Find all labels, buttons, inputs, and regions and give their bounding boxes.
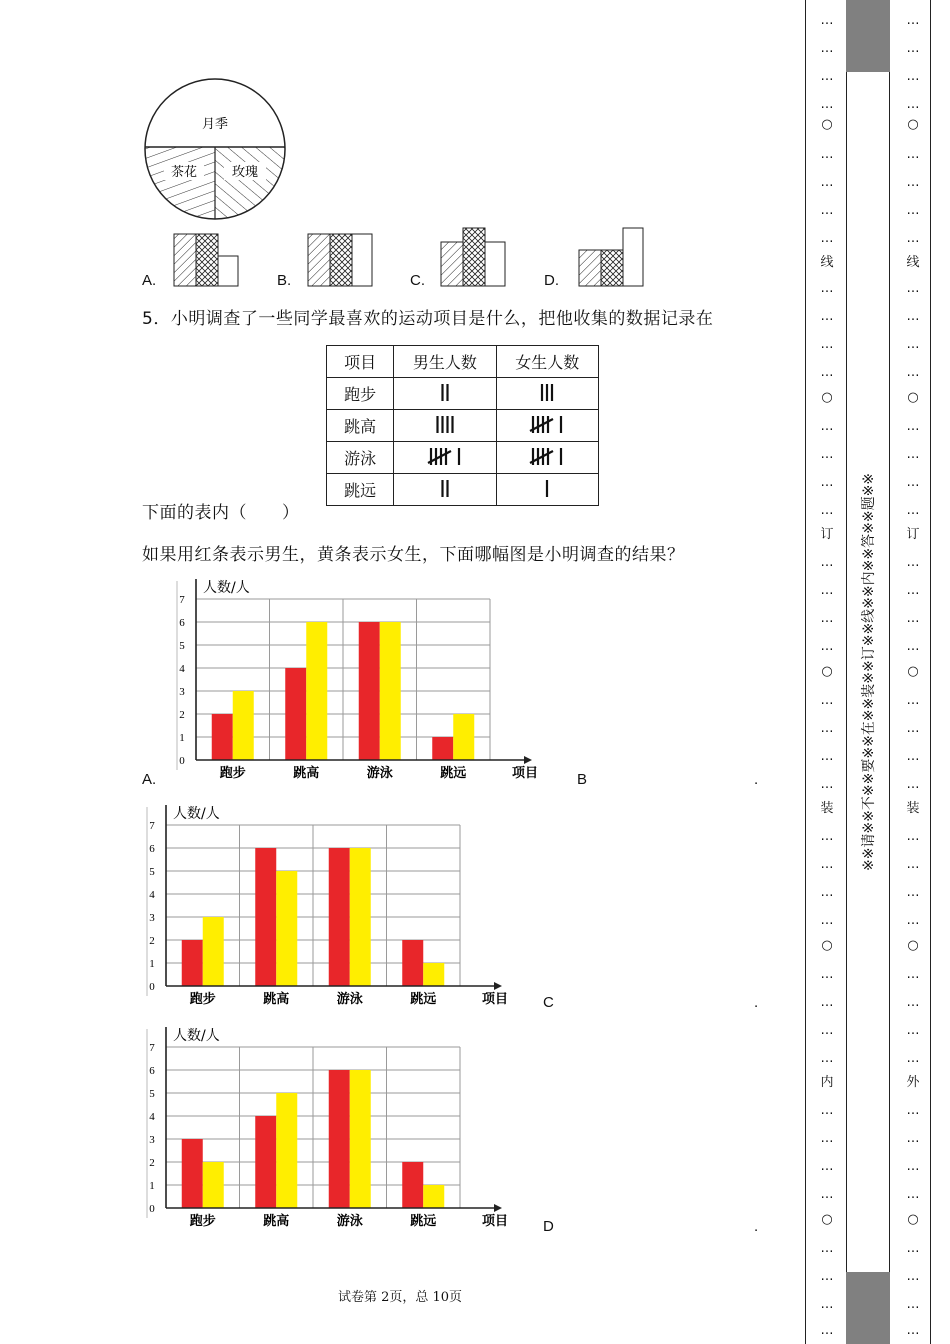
binder-grey-top — [846, 0, 890, 72]
y-tick-label: 0 — [149, 981, 155, 993]
y-tick-label: 5 — [149, 866, 155, 878]
bar-boys — [182, 940, 203, 986]
bar-boys — [329, 1070, 350, 1208]
circle-mark: ○ — [821, 117, 833, 132]
table-cell-item: 跑步 — [327, 378, 394, 410]
y-tick-label: 6 — [149, 843, 155, 855]
q4-option-d-figure[interactable] — [577, 226, 647, 288]
q4-option-a-figure[interactable] — [172, 232, 242, 288]
x-tick-label: 游泳 — [366, 766, 393, 781]
option-d-label[interactable]: D — [543, 1218, 554, 1235]
y-tick-label: 7 — [149, 820, 155, 832]
q5-stem-text: 小明调查了一些同学最喜欢的运动项目是什么，把他收集的数据记录在 — [170, 309, 714, 329]
table-header: 项目 — [327, 346, 394, 378]
table-header-row — [327, 346, 599, 378]
circle-mark: ○ — [907, 664, 919, 679]
q4-option-b-label[interactable]: B. — [277, 272, 292, 289]
tally-mark — [415, 412, 475, 436]
bar-girls — [350, 1070, 371, 1208]
binder-column-inner: … … … … ○ … … … … 线 … … … … ○ … … … … 订 … … … … ○ … … … … 装 … … … … ○ … … … … 内 … … … … ○ … … … … — [818, 0, 836, 1344]
x-tick-label: 跳高 — [263, 1214, 290, 1229]
bar-boys — [285, 668, 306, 760]
q5-tally-table — [326, 345, 599, 506]
bar-boys — [255, 1116, 276, 1208]
chart-option-a[interactable] — [168, 574, 538, 788]
tally-girls — [496, 410, 598, 442]
q5-stem — [142, 304, 713, 329]
y-tick-label: 5 — [149, 1088, 155, 1100]
bar-boys — [402, 940, 423, 986]
tally-girls — [496, 474, 598, 506]
tally-mark — [415, 380, 475, 404]
option-c-label[interactable]: C — [543, 994, 554, 1011]
bar-boys — [402, 1162, 423, 1208]
x-tick-label: 游泳 — [336, 1214, 363, 1229]
pie-label-left: 茶花 — [170, 165, 198, 180]
y-tick-label: 4 — [179, 663, 185, 675]
x-tick-label: 游泳 — [336, 992, 363, 1007]
option-a-label[interactable]: A. — [142, 771, 157, 788]
tally-boys — [394, 474, 496, 506]
circle-mark: ○ — [821, 938, 833, 953]
y-tick-label: 2 — [149, 935, 155, 947]
bar-girls — [350, 848, 371, 986]
bar-girls — [423, 963, 444, 986]
bar-girls — [453, 714, 474, 760]
bar-boys — [255, 848, 276, 986]
x-axis-arrow — [524, 756, 532, 764]
bar-girls — [423, 1185, 444, 1208]
y-tick-label: 2 — [149, 1157, 155, 1169]
tally-boys — [394, 442, 496, 474]
option-b-label[interactable]: B — [577, 771, 588, 788]
circle-mark: ○ — [821, 664, 833, 679]
table-cell-item: 跳远 — [327, 474, 394, 506]
q4-option-d-label[interactable]: D. — [544, 272, 559, 289]
binder-char: 装 — [906, 801, 920, 816]
y-tick-label: 5 — [179, 640, 185, 652]
bar-girls — [380, 622, 401, 760]
tally-girls — [496, 442, 598, 474]
y-tick-label: 0 — [149, 1203, 155, 1215]
binder-char: 线 — [820, 255, 834, 270]
circle-mark: ○ — [821, 390, 833, 405]
circle-mark: ○ — [907, 1212, 919, 1227]
circle-mark: ○ — [907, 938, 919, 953]
option-b-dot: . — [754, 771, 759, 788]
circle-mark: ○ — [907, 117, 919, 132]
binder-notice — [846, 72, 890, 1272]
y-tick-label: 6 — [149, 1065, 155, 1077]
table-row — [327, 410, 599, 442]
table-row — [327, 474, 599, 506]
bar-boys — [329, 848, 350, 986]
q5-question: 如果用红条表示男生，黄条表示女生，下面哪幅图是小明调查的结果？ — [142, 545, 685, 565]
table-cell-item: 游泳 — [327, 442, 394, 474]
x-tick-label: 跳远 — [440, 766, 467, 781]
circle-mark: ○ — [821, 1212, 833, 1227]
option-c-dot: . — [754, 994, 759, 1011]
y-axis-label: 人数/人 — [173, 1028, 220, 1044]
y-tick-label: 1 — [149, 1180, 155, 1192]
x-axis-arrow — [494, 982, 502, 990]
binder-grey-bottom — [846, 1272, 890, 1344]
pie-label-top: 月季 — [201, 117, 229, 132]
tally-mark — [415, 444, 475, 468]
q4-pie-chart — [140, 74, 290, 224]
page-footer: 试卷第 2页，总 10页 — [337, 1290, 463, 1305]
x-tick-label: 跳高 — [293, 766, 320, 781]
y-tick-label: 3 — [179, 686, 185, 698]
tally-boys — [394, 410, 496, 442]
x-tick-label: 跑步 — [189, 1214, 216, 1229]
bar-boys — [212, 714, 233, 760]
bar-boys — [182, 1139, 203, 1208]
y-tick-label: 4 — [149, 889, 155, 901]
binder-column-outer: … … … … ○ … … … … 线 … … … … ○ … … … … 订 … … … … ○ … … … … 装 … … … … ○ … … … … 外 … … … … ○ … … … … — [904, 0, 922, 1344]
table-cell-item: 跳高 — [327, 410, 394, 442]
x-tick-label: 跑步 — [189, 992, 216, 1007]
bar-girls — [203, 1162, 224, 1208]
x-axis-arrow — [494, 1204, 502, 1212]
q5-number: 5． — [142, 309, 171, 329]
x-tick-label: 跳远 — [410, 992, 437, 1007]
x-tick-label: 跳远 — [410, 1214, 437, 1229]
table-header: 男生人数 — [394, 346, 496, 378]
option-d-dot: . — [754, 1218, 759, 1235]
y-tick-label: 3 — [149, 1134, 155, 1146]
y-tick-label: 0 — [179, 755, 185, 767]
y-axis-label: 人数/人 — [173, 806, 220, 822]
binder-notice-text: ※※请※※不※※要※※在※※装※※订※※线※※内※※答※※题※※ — [861, 472, 877, 872]
bar-boys — [432, 737, 453, 760]
binder-char: 外 — [906, 1075, 920, 1090]
tally-mark — [517, 380, 577, 404]
bar-girls — [233, 691, 254, 760]
bar-girls — [203, 917, 224, 986]
binder-char: 装 — [820, 801, 834, 816]
y-tick-label: 7 — [179, 594, 185, 606]
binder-char: 内 — [820, 1075, 834, 1090]
q4-option-c-label[interactable]: C. — [410, 272, 425, 289]
bar-boys — [359, 622, 380, 760]
table-row — [327, 442, 599, 474]
chart-option-b[interactable] — [138, 800, 508, 1014]
tally-mark — [517, 476, 577, 500]
x-tick-label: 跑步 — [219, 766, 246, 781]
y-tick-label: 3 — [149, 912, 155, 924]
x-axis-label: 项目 — [482, 1214, 508, 1229]
pie-label-right: 玫瑰 — [231, 165, 259, 180]
q4-option-a-label[interactable]: A. — [142, 272, 157, 289]
y-tick-label: 2 — [179, 709, 185, 721]
table-row — [327, 378, 599, 410]
y-axis-label: 人数/人 — [203, 580, 250, 596]
x-axis-label: 项目 — [482, 992, 508, 1007]
bar-girls — [276, 1093, 297, 1208]
table-header: 女生人数 — [496, 346, 598, 378]
binder-char: 线 — [906, 255, 920, 270]
y-tick-label: 7 — [149, 1042, 155, 1054]
bar-girls — [306, 622, 327, 760]
y-tick-label: 1 — [179, 732, 185, 744]
tally-mark — [517, 444, 577, 468]
q4-option-c-figure[interactable] — [439, 226, 509, 288]
tally-girls — [496, 378, 598, 410]
q4-option-b-figure[interactable] — [306, 232, 376, 288]
binder-char: 订 — [906, 527, 920, 542]
tally-mark — [517, 412, 577, 436]
tally-mark — [415, 476, 475, 500]
bar-girls — [276, 871, 297, 986]
chart-option-c[interactable] — [138, 1022, 508, 1236]
q5-stem-continued: 下面的表内（ ） — [142, 503, 300, 523]
y-tick-label: 4 — [149, 1111, 155, 1123]
tally-boys — [394, 378, 496, 410]
x-axis-label: 项目 — [512, 766, 538, 781]
circle-mark: ○ — [907, 390, 919, 405]
y-tick-label: 6 — [179, 617, 185, 629]
y-tick-label: 1 — [149, 958, 155, 970]
binder-char: 订 — [820, 527, 834, 542]
x-tick-label: 跳高 — [263, 992, 290, 1007]
